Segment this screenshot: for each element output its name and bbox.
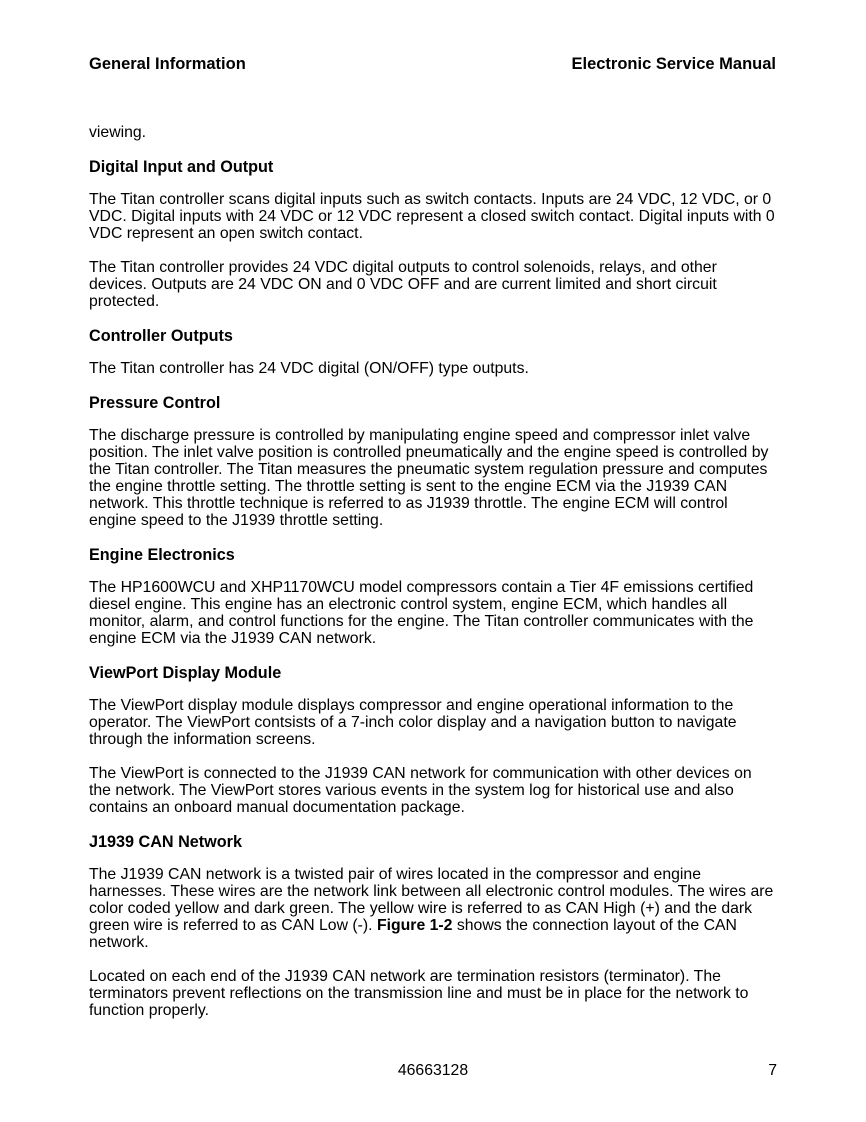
paragraph (89, 866, 777, 951)
section-heading-engine-electronics: Engine Electronics (89, 546, 235, 564)
paragraph: The ViewPort display module displays compressor and engine operational information to the operator. The ViewPort contsists of a 7-inch color display and a navigation button to navigate through the information screens. (89, 697, 737, 748)
section-heading-controller-outputs: Controller Outputs (89, 327, 233, 345)
header-section-title: General Information (89, 55, 246, 73)
footer-doc-number: 46663128 (397, 1062, 469, 1079)
paragraph: The Titan controller provides 24 VDC digital outputs to control solenoids, relays, and other devices. Outputs are 24 VDC ON and 0 VDC OFF and are current limited and short circuit protected. (89, 259, 717, 310)
section-heading-digital-io: Digital Input and Output (89, 158, 274, 176)
paragraph-text: shows the connection layout of the CAN network. (89, 917, 737, 951)
figure-reference: Figure 1-2 (376, 917, 453, 934)
paragraph: The HP1600WCU and XHP1170WCU model compressors contain a Tier 4F emissions certified diesel engine. This engine has an electronic control system, engine ECM, which handles all monitor, alarm, and control functions for the engine. The Titan controller communicates with the engine ECM via the J1939 CAN network. (89, 579, 754, 647)
page-body (89, 124, 777, 1019)
paragraph-text: The J1939 CAN network is a twisted pair of wires located in the compressor and engine harnesses. These wires are the network link between all electronic control modules. The wires are color coded yellow and dark green. The yellow wire is referred to as CAN High (+) and the dark green wire is referred to as CAN Low (-). (89, 866, 774, 934)
paragraph: The Titan controller has 24 VDC digital (ON/OFF) type outputs. (89, 360, 529, 377)
paragraph: The Titan controller scans digital inputs such as switch contacts. Inputs are 24 VDC, 12 VDC, or 0 VDC. Digital inputs with 24 VDC or 12 VDC represent a closed switch contact. Digital inputs with 0 VDC represent an open switch contact. (89, 191, 775, 242)
intro-fragment: viewing. (89, 124, 147, 141)
section-heading-pressure-control: Pressure Control (89, 394, 221, 412)
footer-page-number: 7 (768, 1062, 777, 1079)
section-heading-viewport: ViewPort Display Module (89, 664, 282, 682)
section-heading-j1939: J1939 CAN Network (89, 833, 242, 851)
paragraph: The ViewPort is connected to the J1939 CAN network for communication with other devices on the network. The ViewPort stores various events in the system log for historical use and also contains an onboard manual documentation package. (89, 765, 752, 816)
paragraph: Located on each end of the J1939 CAN network are termination resistors (terminator). The terminators prevent reflections on the transmission line and must be in place for the network to function properly. (89, 968, 749, 1019)
header-manual-title: Electronic Service Manual (571, 55, 776, 73)
paragraph: The discharge pressure is controlled by manipulating engine speed and compressor inlet valve position. The inlet valve position is controlled pneumatically and the engine speed is controlled by the Titan controller. The Titan measures the pneumatic system regulation pressure and computes the engine throttle setting. The throttle setting is sent to the engine ECM via the J1939 CAN network. This throttle technique is referred to as J1939 throttle. The engine ECM will control engine speed to the J1939 throttle setting. (89, 427, 769, 529)
